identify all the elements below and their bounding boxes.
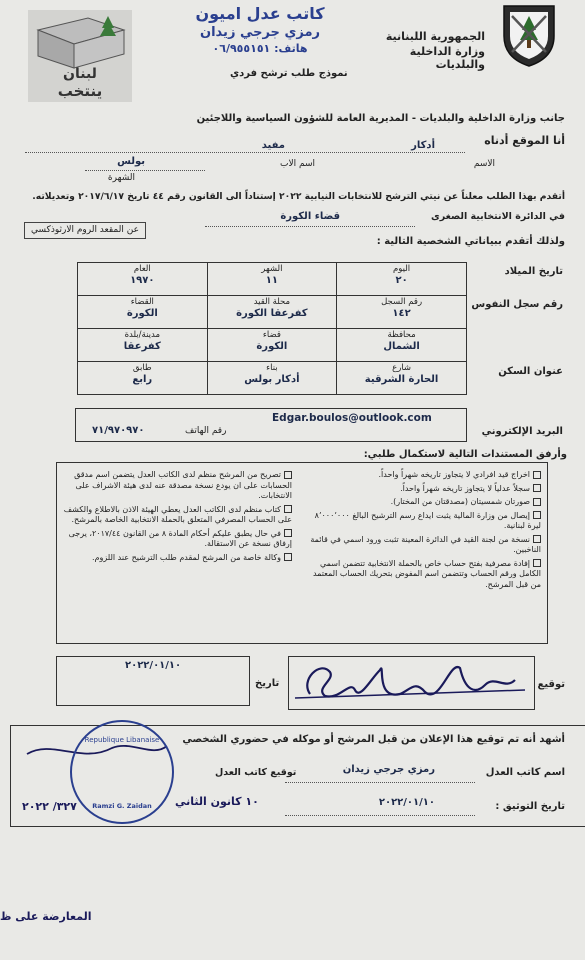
checkbox[interactable]	[533, 471, 541, 479]
documents-left-list	[62, 470, 292, 566]
seat-value: عن المقعد الروم الارثوذكسي	[24, 222, 146, 239]
lebanon-votes-logo	[28, 10, 132, 102]
notarization-date-value: ٢٠٢٢/٠١/١٠	[378, 797, 435, 808]
list-item: اخراج قيد افرادي لا يتجاوز تاريخه شهراً واحداً.	[309, 470, 541, 481]
street-value: الحارة الشرقية	[364, 374, 439, 385]
residence-label: عنوان السكن	[498, 366, 563, 377]
handwritten-ref: ١٠ كانون الثاني	[175, 795, 259, 808]
list-item: كتاب منظم لدى الكاتب العدل يعطي الهيئة الاذن بالاطلاع والكشف على الحساب المصرفي المتعلق بالحملة الانتخابية الخاصة بالمرشح.	[63, 504, 292, 524]
signature-date: ٢٠٢٢/٠١/١٠	[125, 660, 182, 671]
reg-district-value: الكورة	[126, 308, 158, 319]
notarization-date-label: تاريخ التوثيق :	[495, 801, 565, 812]
building-value: أدكار بولس	[244, 374, 300, 385]
checkbox[interactable]	[533, 559, 541, 567]
building-label: بناء	[266, 363, 278, 373]
list-item: في حال يطبق عليكم أحكام المادة ٨ من القانون ٢٠١٧/٤٤، يرجى إرفاق نسخة عن الاستقالة.	[68, 528, 292, 548]
floor-label: طابق	[132, 363, 152, 373]
stamp-name: Ramzi G. Zaidan	[92, 802, 152, 810]
attestation-text: أشهد أنه تم توقيع هذا الإعلان من قبل المرشح أو موكله في حضوري الشخصي	[182, 734, 565, 745]
surname-value: بولس	[117, 156, 145, 167]
day-label: اليوم	[393, 264, 411, 274]
notary-round-stamp	[70, 720, 174, 824]
notary-stamp-line-3: هاتف: ٠٦/٩٥٥١٥١	[212, 42, 308, 55]
ballot-box-icon	[28, 10, 132, 70]
logo-text-line-1: لبنان	[63, 66, 97, 82]
registry-label: رقم سجل النفوس	[471, 299, 563, 310]
reg-district-label: القضاء	[130, 297, 154, 307]
table-row	[78, 362, 467, 395]
district-label: في الدائرة الانتخابية الصغرى	[431, 211, 565, 222]
day-value: ٢٠	[395, 275, 408, 286]
documents-intro: وأرفق المستندات التالية لاستكمال طلبي:	[363, 449, 567, 460]
checkbox[interactable]	[533, 511, 541, 519]
father-name-label: اسم الاب	[280, 159, 315, 169]
caza-value: الكورة	[256, 341, 288, 352]
personal-data-table	[77, 262, 467, 395]
notary-sign-label: توقيع كاتب العدل	[215, 767, 297, 778]
street-label: شارع	[392, 363, 412, 373]
governorate-value: الشمال	[383, 341, 420, 352]
father-name-value: مفيد	[261, 140, 285, 151]
form-title: نموذج طلب ترشح فردي	[230, 68, 348, 79]
checkbox[interactable]	[284, 471, 292, 479]
lebanese-security-emblem-icon	[500, 2, 558, 68]
handwritten-number: ٣٢٧/ ٢٠٢٢	[22, 800, 77, 813]
email-label: البريد الإلكتروني	[481, 426, 563, 437]
list-item: وكالة خاصة من المرشح لمقدم طلب الترشيح عند اللزوم.	[62, 553, 292, 564]
signatory-label: أنا الموقع أدناه	[484, 134, 565, 147]
date-label: تاريخ	[255, 678, 280, 689]
reg-no-value: ١٤٢	[392, 308, 411, 319]
city-label: مدينة/بلدة	[124, 330, 161, 340]
month-label: الشهر	[261, 264, 283, 274]
candidate-signature	[290, 650, 530, 710]
district-value: قضاء الكورة	[280, 211, 340, 222]
month-value: ١١	[265, 275, 278, 286]
checkbox[interactable]	[284, 529, 292, 537]
checkbox[interactable]	[533, 498, 541, 506]
reg-no-label: رقم السجل	[381, 297, 423, 307]
list-item: صورتان شمسيتان (مصدقتان من المختار).	[309, 497, 541, 508]
stamp-text: Republique Libanaise	[84, 736, 160, 744]
notary-stamp-line-1: كاتب عدل اميون	[195, 4, 325, 23]
phone-label: رقم الهاتف	[185, 426, 227, 436]
documents-right-list	[309, 470, 541, 593]
notary-name-value: رمزي جرجي زيدان	[342, 764, 435, 775]
list-item: سجلاً عدلياً لا يتجاوز تاريخه شهراً واحداً.	[309, 484, 541, 495]
year-label: العام	[133, 264, 151, 274]
first-name-value: أدكار	[411, 140, 435, 151]
signature-label: توقيع	[537, 679, 565, 690]
caza-label: قضاء	[262, 330, 281, 340]
floor-value: رابع	[132, 374, 153, 385]
personal-intro: ولذلك أتقدم ببياناتي الشخصية التالية :	[376, 236, 565, 247]
checkbox[interactable]	[533, 484, 541, 492]
locality-value: كفرعقا الكورة	[236, 308, 308, 319]
table-row	[78, 329, 467, 362]
city-value: كفرعقا	[123, 341, 161, 352]
declaration-text: أتقدم بهذا الطلب معلناً عن نيتي الترشح للانتخابات النيابية ٢٠٢٢ إستناداً الى القانون رقم ٤٤ تاريخ ٢٠١٧/٦/١٧ وتعديلاته.	[32, 191, 565, 202]
first-name-label: الاسم	[473, 159, 495, 169]
checkbox[interactable]	[533, 535, 541, 543]
list-item: نسخة من لجنة القيد في الدائرة المعينة تثبت ورود اسمي في قائمة الناخبين.	[310, 534, 541, 554]
table-row	[78, 263, 467, 296]
notary-name-label: اسم كاتب العدل	[485, 767, 565, 778]
list-item: تصريح من المرشح منظم لدى الكاتب العدل يتضمن اسم مدقق الحسابات على ان يودع نسخة مصدقة عنه لدى هيئة الاشراف على الانتخابات.	[74, 470, 292, 500]
checkbox[interactable]	[284, 553, 292, 561]
republic-line-1: الجمهورية اللبنانية	[385, 30, 485, 43]
checkbox[interactable]	[284, 505, 292, 513]
table-row	[78, 296, 467, 329]
birth-label: تاريخ الميلاد	[504, 266, 563, 277]
governorate-label: محافظة	[387, 330, 416, 340]
surname-label: الشهرة	[107, 173, 135, 183]
notary-stamp-line-2: رمزي جرجي زيدان	[200, 25, 320, 40]
phone-value: ٧١/٩٧٠٩٧٠	[92, 425, 145, 436]
email-value: Edgar.boulos@outlook.com	[272, 412, 432, 424]
list-item: إفادة مصرفية بفتح حساب خاص بالحملة الانتخابية تتضمن اسمي الكامل ورقم الحساب وتتضمن اسم المفوض بتحريك الحساب المعتمد من قبل المرشح.	[312, 558, 541, 589]
republic-line-3: والبلديات	[435, 58, 485, 71]
logo-text-line-2: ينتخب	[57, 82, 103, 100]
locality-label: محلة القيد	[253, 297, 291, 307]
notary-header-stamp	[170, 4, 350, 66]
republic-line-2: وزارة الداخلية	[409, 45, 485, 58]
addressee: جانب وزارة الداخلية والبلديات - المديرية العامة للشؤون السياسية واللاجئين	[196, 113, 565, 124]
year-value: ١٩٧٠	[130, 275, 155, 286]
footer-handwritten-note: المعارضة على ظ	[0, 910, 92, 923]
list-item: إيصال من وزارة المالية يثبت ايداع رسم الترشيح البالغ ٨٬٠٠٠٬٠٠٠ ليرة لبنانية.	[314, 510, 541, 530]
